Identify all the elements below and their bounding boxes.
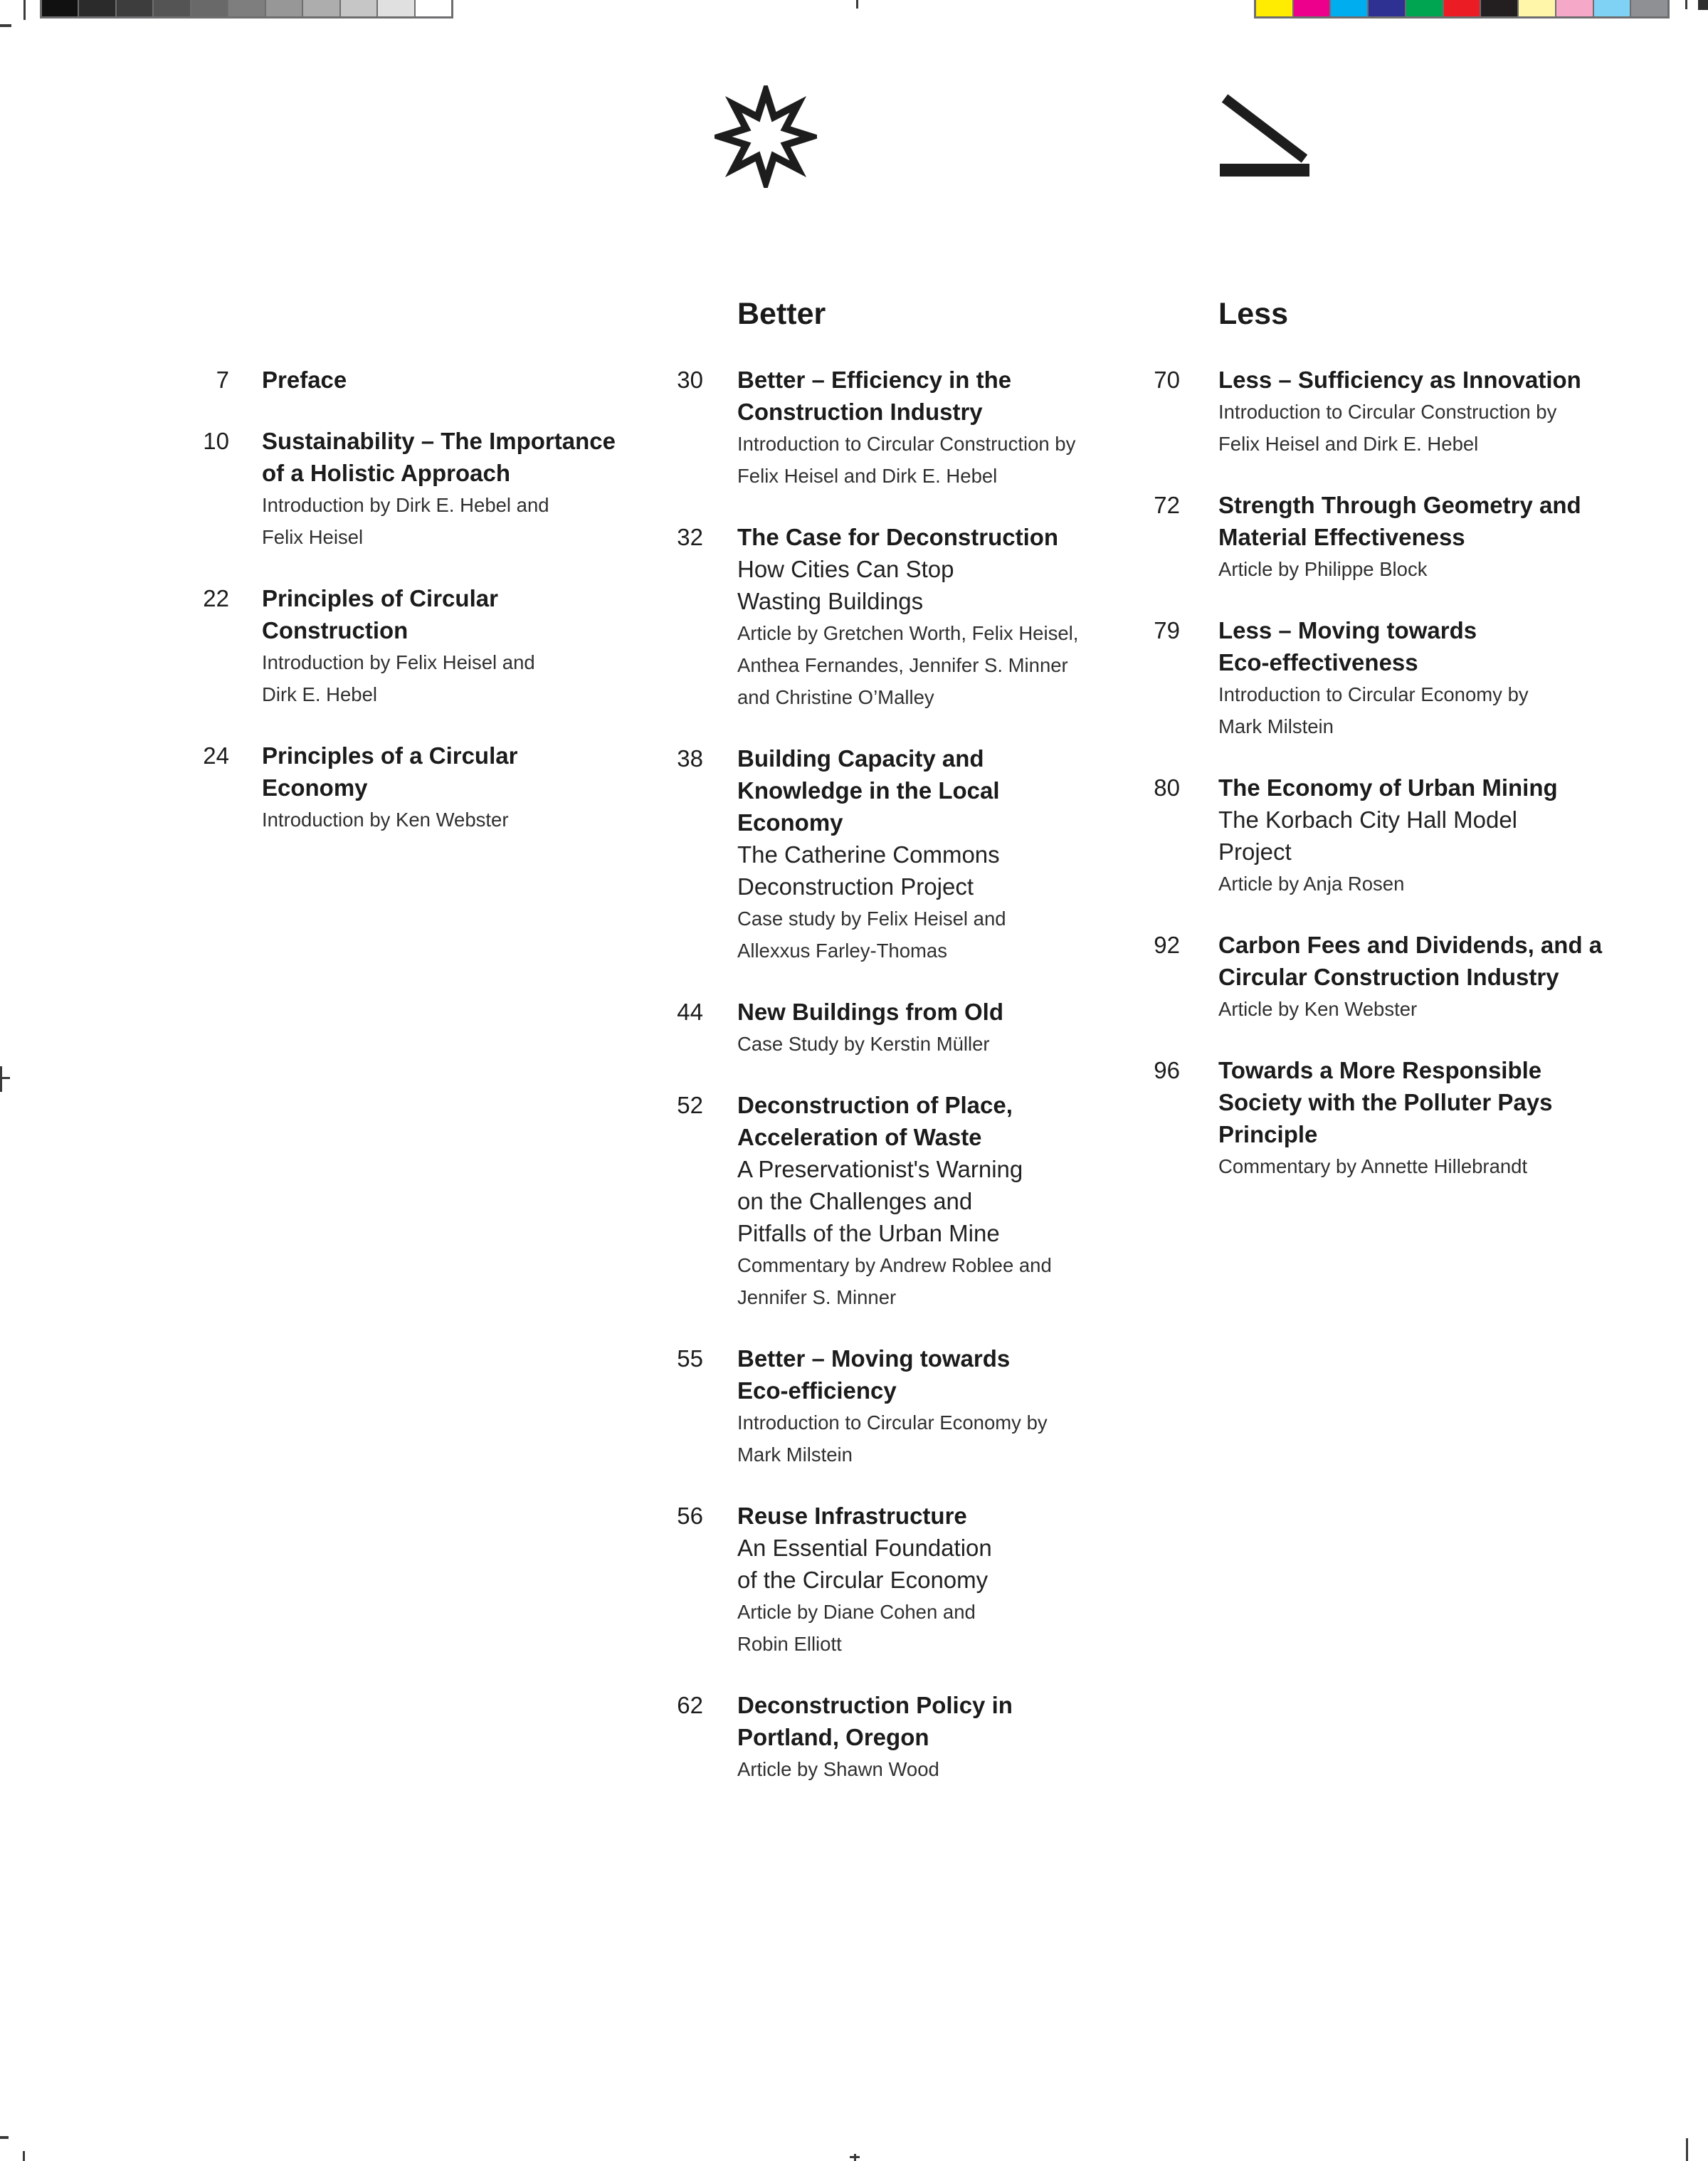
entry-title-line: The Case for Deconstruction [737,524,1059,550]
entry-subtitle-line: of the Circular Economy [737,1567,989,1593]
entry-subtitle-line: Deconstruction Project [737,873,974,900]
entry-byline-line: Article by Gretchen Worth, Felix Heisel, [737,622,1079,644]
entry-title-line: Construction Industry [737,399,983,425]
section-heading-less: Less [1218,297,1289,331]
entry-byline-line: Mark Milstein [1218,715,1334,737]
entry-body [1218,364,1617,460]
toc-entry [632,1689,1136,1785]
toc-entry [158,364,660,396]
entry-page-number: 24 [203,742,229,769]
entry-title-line: New Buildings from Old [737,999,1004,1025]
entry-body [737,364,1136,492]
entry-page-number: 38 [677,745,703,772]
entry-title-line: Deconstruction of Place, [737,1092,1013,1118]
entry-byline-line: Introduction by Dirk E. Hebel and [262,494,549,516]
entry-title-line: Economy [737,809,843,836]
calibration-swatch [1256,0,1294,16]
entry-page-number: 44 [677,999,703,1025]
entry-title-line: Economy [262,774,368,801]
toc-entry [1109,772,1617,900]
calibration-swatch [303,0,340,16]
entry-byline-line: Allexxus Farley-Thomas [737,940,947,962]
entry-body [737,1689,1136,1785]
entry-page-number: 79 [1154,617,1180,643]
entry-body [262,740,660,836]
toc-entry [632,742,1136,967]
entry-title-line: Less – Moving towards [1218,617,1477,643]
calibration-swatch [1481,0,1519,16]
entry-title-line: Eco-effectiveness [1218,649,1418,675]
toc-entry [632,521,1136,713]
entry-title-line: Eco-efficiency [737,1377,897,1404]
entry-page-number: 92 [1154,932,1180,958]
entry-title-line: Less – Sufficiency as Innovation [1218,367,1581,393]
toc-entry [158,740,660,836]
entry-byline-line: Dirk E. Hebel [262,683,377,705]
entry-title-line: of a Holistic Approach [262,460,510,486]
calibration-swatch [341,0,378,16]
entry-title-line: Construction [262,617,408,643]
entry-page-number: 96 [1154,1057,1180,1083]
entry-page-number: 30 [677,367,703,393]
entry-byline-line: Introduction by Felix Heisel and [262,651,535,673]
less-minus-icon [1218,90,1311,179]
crop-mark-bottom-left-vertical [23,2151,25,2161]
calibration-swatch [42,0,79,16]
entry-byline-line: Article by Diane Cohen and [737,1601,976,1623]
entry-page-number: 80 [1154,774,1180,801]
entry-title-line: Acceleration of Waste [737,1124,982,1150]
entry-title-line: Carbon Fees and Dividends, and a [1218,932,1603,958]
calibration-swatch [1369,0,1406,16]
star-burst-icon [715,85,817,188]
toc-entry [1109,364,1617,460]
entry-title-line: Knowledge in the Local [737,777,1000,804]
entry-body [737,521,1136,713]
entry-byline-line: Commentary by Andrew Roblee and [737,1254,1052,1276]
entry-body [1218,929,1617,1025]
entry-subtitle-line: The Korbach City Hall Model [1218,806,1518,833]
registration-mark-bottom-center-h [850,2156,860,2158]
calibration-swatch [1556,0,1594,16]
cmyk-color-calibration-bar [1254,0,1670,19]
entry-subtitle-line: Wasting Buildings [737,588,924,614]
entry-title-line: Preface [262,367,347,393]
entry-byline-line: Felix Heisel and Dirk E. Hebel [1218,433,1479,455]
entry-byline-line: Case study by Felix Heisel and [737,908,1006,930]
entry-title-line: Society with the Polluter Pays [1218,1089,1553,1115]
entry-title-line: Towards a More Responsible [1218,1057,1542,1083]
toc-entry [1109,929,1617,1025]
calibration-swatch [1444,0,1482,16]
entry-byline-line: Introduction to Circular Construction by [1218,401,1557,423]
entry-subtitle-line: An Essential Foundation [737,1535,992,1561]
entry-title-line: Deconstruction Policy in [737,1692,1013,1718]
entry-page-number: 70 [1154,367,1180,393]
entry-title-line: Better – Moving towards [737,1345,1011,1372]
entry-byline-line: Introduction to Circular Economy by [737,1411,1048,1434]
calibration-swatch [416,0,451,16]
entry-subtitle-line: A Preservationist's Warning [737,1156,1023,1182]
toc-entry [632,1089,1136,1313]
entry-title-line: Material Effectiveness [1218,524,1465,550]
crop-mark-bottom-left-horizontal [0,2136,9,2139]
entry-body [262,364,660,396]
entry-byline-line: Introduction by Ken Webster [262,809,509,831]
density-patch-top-right [1698,0,1708,10]
entry-byline-line: Introduction to Circular Economy by [1218,683,1529,705]
entry-title-line: The Economy of Urban Mining [1218,774,1558,801]
entry-subtitle-line: on the Challenges and [737,1188,973,1214]
entry-byline-line: Article by Shawn Wood [737,1758,939,1780]
toc-entry [632,1500,1136,1660]
entry-title-line: Reuse Infrastructure [737,1503,967,1529]
toc-entry [632,1342,1136,1471]
entry-byline-line: Article by Anja Rosen [1218,873,1405,895]
calibration-swatch [79,0,116,16]
entry-title-line: Circular Construction Industry [1218,964,1559,990]
entry-page-number: 32 [677,524,703,550]
entry-body [262,582,660,710]
entry-byline-line: Robin Elliott [737,1633,842,1655]
entry-subtitle-line: The Catherine Commons [737,841,1000,868]
registration-mark-left-horizontal [0,1077,10,1079]
entry-page-number: 10 [203,428,229,454]
entry-body [737,1500,1136,1660]
entry-byline-line: Commentary by Annette Hillebrandt [1218,1155,1528,1177]
calibration-swatch [154,0,191,16]
entry-byline-line: and Christine O’Malley [737,686,934,708]
toc-column-less [1109,364,1617,1211]
entry-title-line: Sustainability – The Importance [262,428,616,454]
entry-byline-line: Mark Milstein [737,1444,853,1466]
entry-body [1218,772,1617,900]
entry-byline-line: Felix Heisel and Dirk E. Hebel [737,465,998,487]
entry-title-line: Building Capacity and [737,745,984,772]
registration-mark-left-vertical [0,1066,2,1092]
calibration-swatch [1294,0,1332,16]
calibration-swatch [378,0,415,16]
entry-byline-line: Article by Ken Webster [1218,998,1418,1020]
toc-entry [158,582,660,710]
entry-byline-line: Introduction to Circular Construction by [737,433,1076,455]
crop-mark-top-right-vertical [1685,0,1687,9]
toc-entry [1109,489,1617,585]
toc-entry [1109,614,1617,742]
entry-title-line: Portland, Oregon [737,1724,929,1750]
entry-body [737,1089,1136,1313]
toc-entry [632,996,1136,1060]
entry-title-line: Strength Through Geometry and [1218,492,1581,518]
entry-page-number: 56 [677,1503,703,1529]
toc-entry [158,425,660,553]
entry-byline-line: Anthea Fernandes, Jennifer S. Minner [737,654,1068,676]
entry-body [1218,489,1617,585]
toc-entry [1109,1054,1617,1182]
entry-page-number: 62 [677,1692,703,1718]
crop-mark-bottom-right-vertical [1686,2138,1688,2161]
entry-title-line: Principle [1218,1121,1318,1147]
calibration-swatch [1594,0,1632,16]
crop-mark-top-left-horizontal [0,24,11,27]
calibration-swatch [266,0,303,16]
entry-subtitle-line: Project [1218,838,1292,865]
entry-title-line: Principles of a Circular [262,742,518,769]
entry-byline-line: Jennifer S. Minner [737,1286,897,1308]
toc-entry [632,364,1136,492]
entry-page-number: 72 [1154,492,1180,518]
entry-body [262,425,660,553]
calibration-swatch [191,0,228,16]
toc-column-better [632,364,1136,1814]
entry-page-number: 22 [203,585,229,611]
toc-column-frontmatter [158,364,660,865]
calibration-swatch [1406,0,1444,16]
calibration-swatch [1519,0,1556,16]
entry-subtitle-line: Pitfalls of the Urban Mine [737,1220,1000,1246]
section-heading-better: Better [737,297,826,331]
entry-subtitle-line: How Cities Can Stop [737,556,954,582]
entry-body [737,996,1136,1060]
entry-body [1218,1054,1617,1182]
entry-title-line: Principles of Circular [262,585,498,611]
calibration-swatch [1631,0,1667,16]
entry-byline-line: Felix Heisel [262,526,364,548]
entry-page-number: 7 [216,367,229,393]
entry-page-number: 52 [677,1092,703,1118]
entry-body [1218,614,1617,742]
crop-mark-top-left-vertical [23,0,26,20]
entry-byline-line: Case Study by Kerstin Müller [737,1033,990,1055]
calibration-swatch [228,0,265,16]
entry-page-number: 55 [677,1345,703,1372]
calibration-swatch [117,0,154,16]
entry-body [737,1342,1136,1471]
entry-byline-line: Article by Philippe Block [1218,558,1428,580]
calibration-swatch [1331,0,1369,16]
grayscale-step-wedge [40,0,453,19]
entry-title-line: Better – Efficiency in the [737,367,1012,393]
entry-body [737,742,1136,967]
registration-tick-top-center [856,0,858,9]
